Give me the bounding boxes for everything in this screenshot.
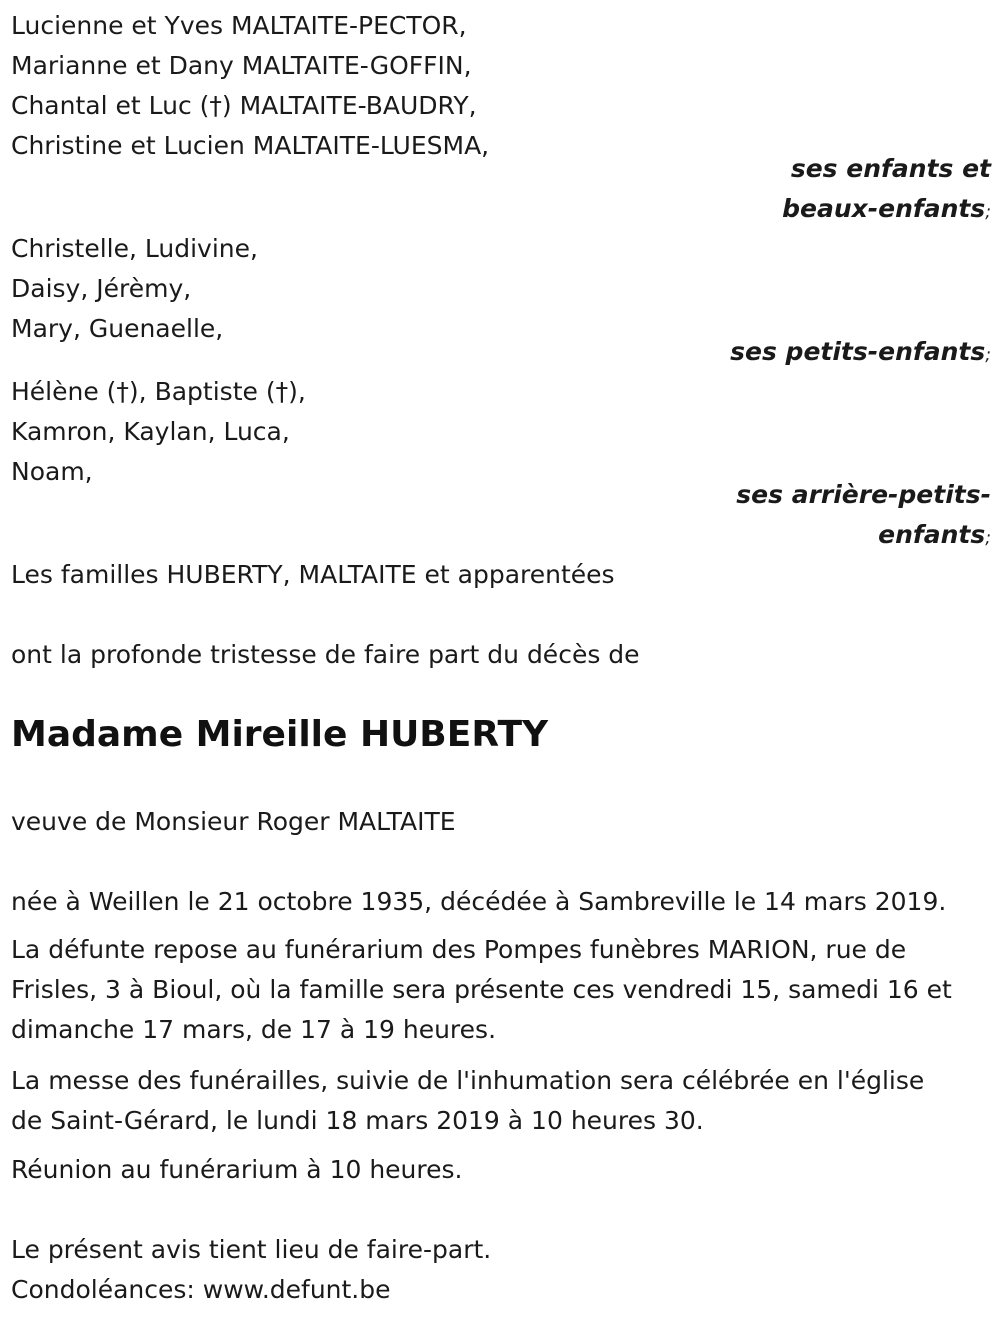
great-grandchildren-role-separator: ; — [985, 528, 991, 548]
grandchildren-role-separator: ; — [985, 345, 991, 365]
grandchildren-list — [11, 229, 991, 349]
closing-lines — [11, 1230, 991, 1310]
paragraph-line: dimanche 17 mars, de 17 à 19 heures. — [11, 1015, 497, 1044]
families-text: Les familles HUBERTY, MALTAITE et apparentées — [11, 560, 615, 589]
list-item: Christine et Lucien MALTAITE-LUESMA, — [11, 131, 490, 160]
grandchildren-role — [730, 332, 991, 375]
children-role-separator: ; — [985, 202, 991, 222]
paragraph-line: de Saint-Gérard, le lundi 18 mars 2019 à 10 heures 30. — [11, 1106, 704, 1135]
families-line — [11, 555, 991, 595]
meeting-text: Réunion au funérarium à 10 heures. — [11, 1155, 463, 1184]
list-item: Kamron, Kaylan, Luca, — [11, 417, 290, 446]
list-item: Chantal et Luc (†) MALTAITE-BAUDRY, — [11, 91, 477, 120]
notice-text: Le présent avis tient lieu de faire-part. — [11, 1235, 492, 1264]
meeting-line — [11, 1150, 991, 1190]
announcement-line — [11, 635, 991, 675]
announcement-text: ont la profonde tristesse de faire part du décès de — [11, 640, 640, 669]
widow-of-line — [11, 802, 991, 842]
list-item: Christelle, Ludivine, — [11, 234, 258, 263]
paragraph-line: La défunte repose au funérarium des Pompes funèbres MARION, rue de — [11, 935, 907, 964]
children-role — [782, 149, 991, 232]
funeral-paragraph — [11, 1061, 986, 1141]
great-grandchildren-role-line1: ses arrière-petits- — [736, 480, 991, 509]
condolences-text: Condoléances: www.defunt.be — [11, 1275, 391, 1304]
children-role-line1: ses enfants et — [790, 154, 991, 183]
children-list — [11, 6, 991, 166]
great-grandchildren-role-line2: enfants — [878, 520, 986, 549]
deceased-name: Madame Mireille HUBERTY — [11, 714, 549, 755]
list-item: Marianne et Dany MALTAITE-GOFFIN, — [11, 51, 472, 80]
repose-paragraph — [11, 930, 986, 1050]
list-item: Daisy, Jérèmy, — [11, 274, 192, 303]
children-role-line2: beaux-enfants — [782, 194, 986, 223]
list-item: Lucienne et Yves MALTAITE-PECTOR, — [11, 11, 467, 40]
paragraph-line: La messe des funérailles, suivie de l'inhumation sera célébrée en l'église — [11, 1066, 925, 1095]
great-grandchildren-role — [736, 475, 991, 558]
list-item: Mary, Guenaelle, — [11, 314, 224, 343]
birth-death-text: née à Weillen le 21 octobre 1935, décédée à Sambreville le 14 mars 2019. — [11, 887, 947, 916]
grandchildren-role-line1: ses petits-enfants — [730, 337, 986, 366]
list-item: Hélène (†), Baptiste (†), — [11, 377, 306, 406]
paragraph-line: Frisles, 3 à Bioul, où la famille sera présente ces vendredi 15, samedi 16 et — [11, 975, 952, 1004]
great-grandchildren-list — [11, 372, 991, 492]
birth-death-line — [11, 882, 991, 922]
widow-of-text: veuve de Monsieur Roger MALTAITE — [11, 807, 456, 836]
list-item: Noam, — [11, 457, 93, 486]
